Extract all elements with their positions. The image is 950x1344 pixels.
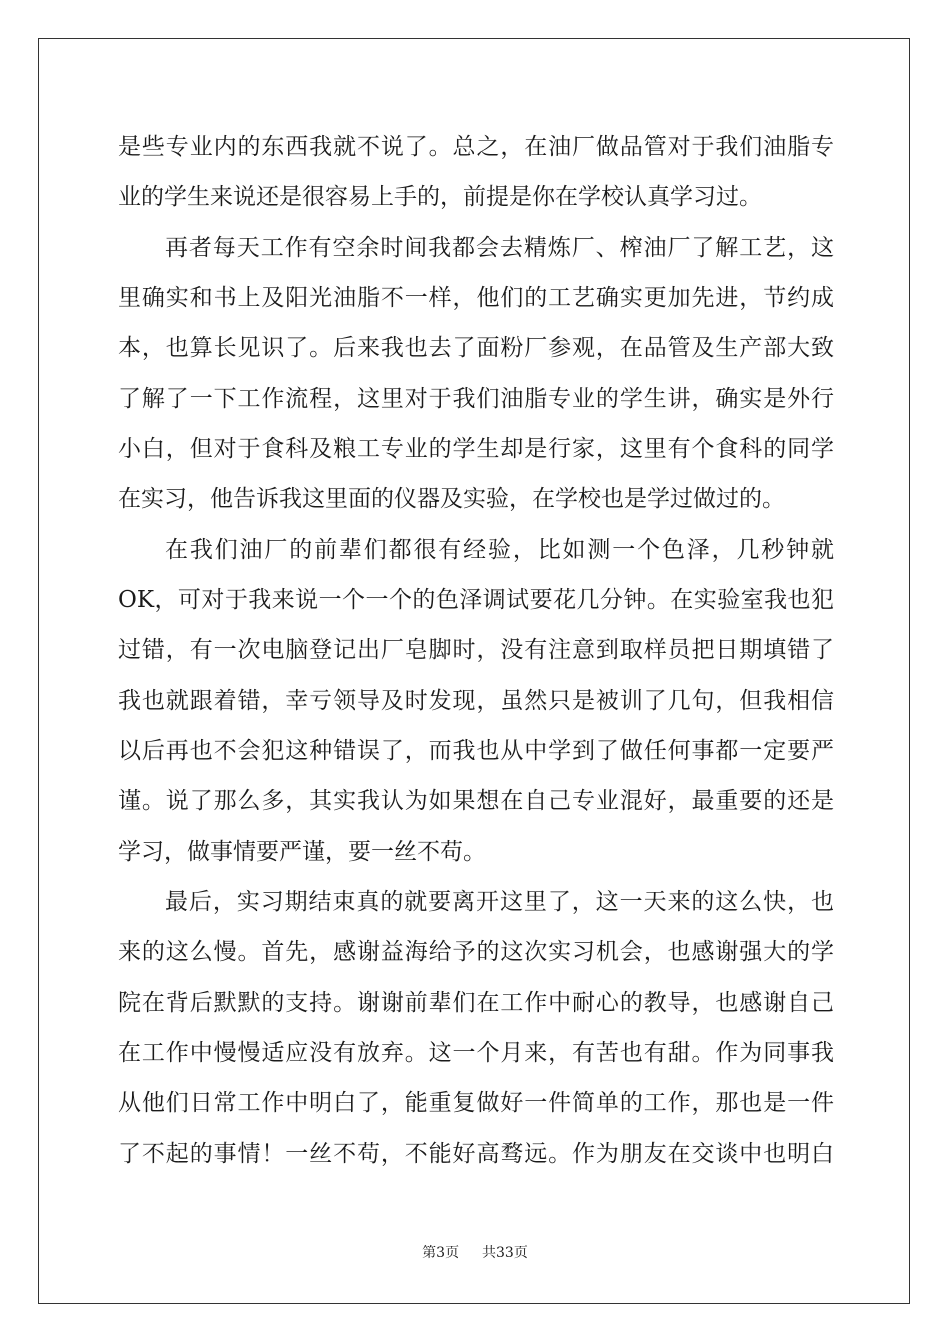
text-line: 在工作中慢慢适应没有放弃。这一个月来，有苦也有甜。作为同事我 — [118, 1040, 834, 1066]
text-line: OK，可对于我来说一个一个的色泽调试要花几分钟。在实验室我也犯 — [118, 587, 834, 613]
text-line: 来的这么慢。首先，感谢益海给予的这次实习机会，也感谢强大的学 — [118, 939, 834, 965]
page-number: 第3页 — [422, 1245, 460, 1261]
text-line: 院在背后默默的支持。谢谢前辈们在工作中耐心的教导，也感谢自己 — [118, 990, 834, 1016]
text-line: 学习，做事情要严谨，要一丝不苟。 — [118, 839, 486, 865]
page-total: 共33页 — [482, 1245, 528, 1261]
text-line: 业的学生来说还是很容易上手的，前提是你在学校认真学习过。 — [118, 184, 762, 210]
text-line: 在我们油厂的前辈们都很有经验，比如测一个色泽，几秒钟就 — [165, 537, 834, 563]
text-line: 再者每天工作有空余时间我都会去精炼厂、榨油厂了解工艺，这 — [165, 235, 834, 261]
text-line: 我也就跟着错，幸亏领导及时发现，虽然只是被训了几句，但我相信 — [118, 688, 834, 714]
text-line: 是些专业内的东西我就不说了。总之，在油厂做品管对于我们油脂专 — [118, 134, 834, 160]
text-line: 在实习，他告诉我这里面的仪器及实验，在学校也是学过做过的。 — [118, 486, 785, 512]
text-line: 了不起的事情！一丝不苟，不能好高骛远。作为朋友在交谈中也明白 — [118, 1141, 834, 1167]
text-line: 谨。说了那么多，其实我认为如果想在自己专业混好，最重要的还是 — [118, 788, 834, 814]
text-line: 了解了一下工作流程，这里对于我们油脂专业的学生讲，确实是外行 — [118, 386, 834, 412]
text-line: 以后再也不会犯这种错误了，而我也从中学到了做任何事都一定要严 — [118, 738, 834, 764]
page-footer — [0, 1244, 950, 1262]
text-line: 从他们日常工作中明白了，能重复做好一件简单的工作，那也是一件 — [118, 1090, 834, 1116]
text-line: 小白，但对于食科及粮工专业的学生却是行家，这里有个食科的同学 — [118, 436, 834, 462]
text-line: 最后，实习期结束真的就要离开这里了，这一天来的这么快，也 — [165, 889, 834, 915]
text-line: 里确实和书上及阳光油脂不一样，他们的工艺确实更加先进，节约成 — [118, 285, 834, 311]
text-line: 过错，有一次电脑登记出厂皂脚时，没有注意到取样员把日期填错了 — [118, 637, 834, 663]
text-line: 本，也算长见识了。后来我也去了面粉厂参观，在品管及生产部大致 — [118, 335, 834, 361]
